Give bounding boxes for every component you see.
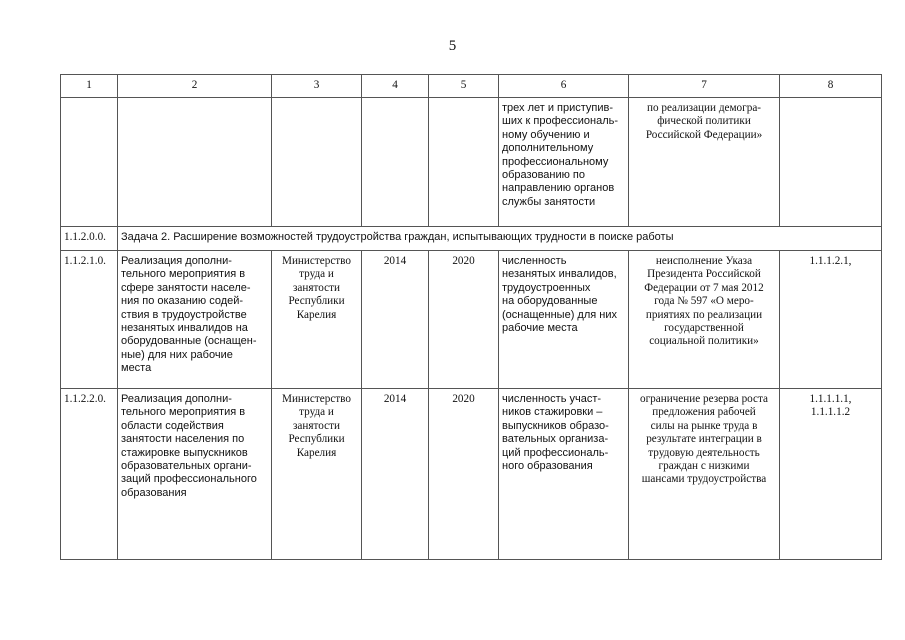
header-cell: 4 xyxy=(362,75,429,98)
start-year: 2014 xyxy=(362,389,429,560)
table-row xyxy=(61,251,882,389)
table-row-task xyxy=(61,227,882,251)
table-row-continuation xyxy=(61,98,882,227)
row-code: 1.1.2.2.0. xyxy=(61,389,118,560)
end-year: 2020 xyxy=(429,389,499,560)
task-code: 1.1.2.0.0. xyxy=(61,227,118,251)
executor-cell: Министерство труда и занятости Республики Карелия xyxy=(272,251,362,389)
measure-cell: Реализация дополни- тельного мероприятия в области содействия занятости населения по стажировке выпускников образовательных органи- заций профессионального образования xyxy=(118,389,272,560)
header-cell: 8 xyxy=(780,75,882,98)
consequences-cell: ограничение резерва роста предложения рабочей силы на рынке труда в результате интеграции в трудовую деятельность граждан с низкими шансами трудоустройства xyxy=(629,389,780,560)
header-cell: 5 xyxy=(429,75,499,98)
consequences-cell: по реализации демогра- фической политики Российской Федерации» xyxy=(629,98,780,227)
result-cell: трех лет и приступив- ших к профессиональ- ному обучению и дополнительному профессиональному образованию по направлению органов службы занятости xyxy=(499,98,629,227)
row-code: 1.1.2.1.0. xyxy=(61,251,118,389)
table-row xyxy=(61,389,882,560)
start-year: 2014 xyxy=(362,251,429,389)
consequences-cell: неисполнение Указа Президента Российской Федерации от 7 мая 2012 года № 597 «О меро- приятиях по реализации государственной социальной политики» xyxy=(629,251,780,389)
measure-cell: Реализация дополни- тельного мероприятия в сфере занятости населе- ния по оказанию содей- ствия в трудоустройстве незанятых инвалидов на оборудованные (оснащен- ные) для них рабочие места xyxy=(118,251,272,389)
header-cell: 6 xyxy=(499,75,629,98)
table-header-row xyxy=(61,75,882,98)
result-cell: численность незанятых инвалидов, трудоустроенных на оборудованные (оснащенные) для них рабочие места xyxy=(499,251,629,389)
program-table xyxy=(60,74,882,560)
header-cell: 1 xyxy=(61,75,118,98)
end-year: 2020 xyxy=(429,251,499,389)
task-title: Задача 2. Расширение возможностей трудоустройства граждан, испытывающих трудности в поиске работы xyxy=(118,227,882,251)
header-cell: 2 xyxy=(118,75,272,98)
page-number: 5 xyxy=(448,38,457,54)
result-cell: численность участ- ников стажировки – выпускников образо- вательных организа- ций профессиональ- ного образования xyxy=(499,389,629,560)
indicator-link: 1.1.1.2.1, xyxy=(780,251,882,389)
header-cell: 7 xyxy=(629,75,780,98)
indicator-link: 1.1.1.1.1, 1.1.1.1.2 xyxy=(780,389,882,560)
header-cell: 3 xyxy=(272,75,362,98)
executor-cell: Министерство труда и занятости Республики Карелия xyxy=(272,389,362,560)
